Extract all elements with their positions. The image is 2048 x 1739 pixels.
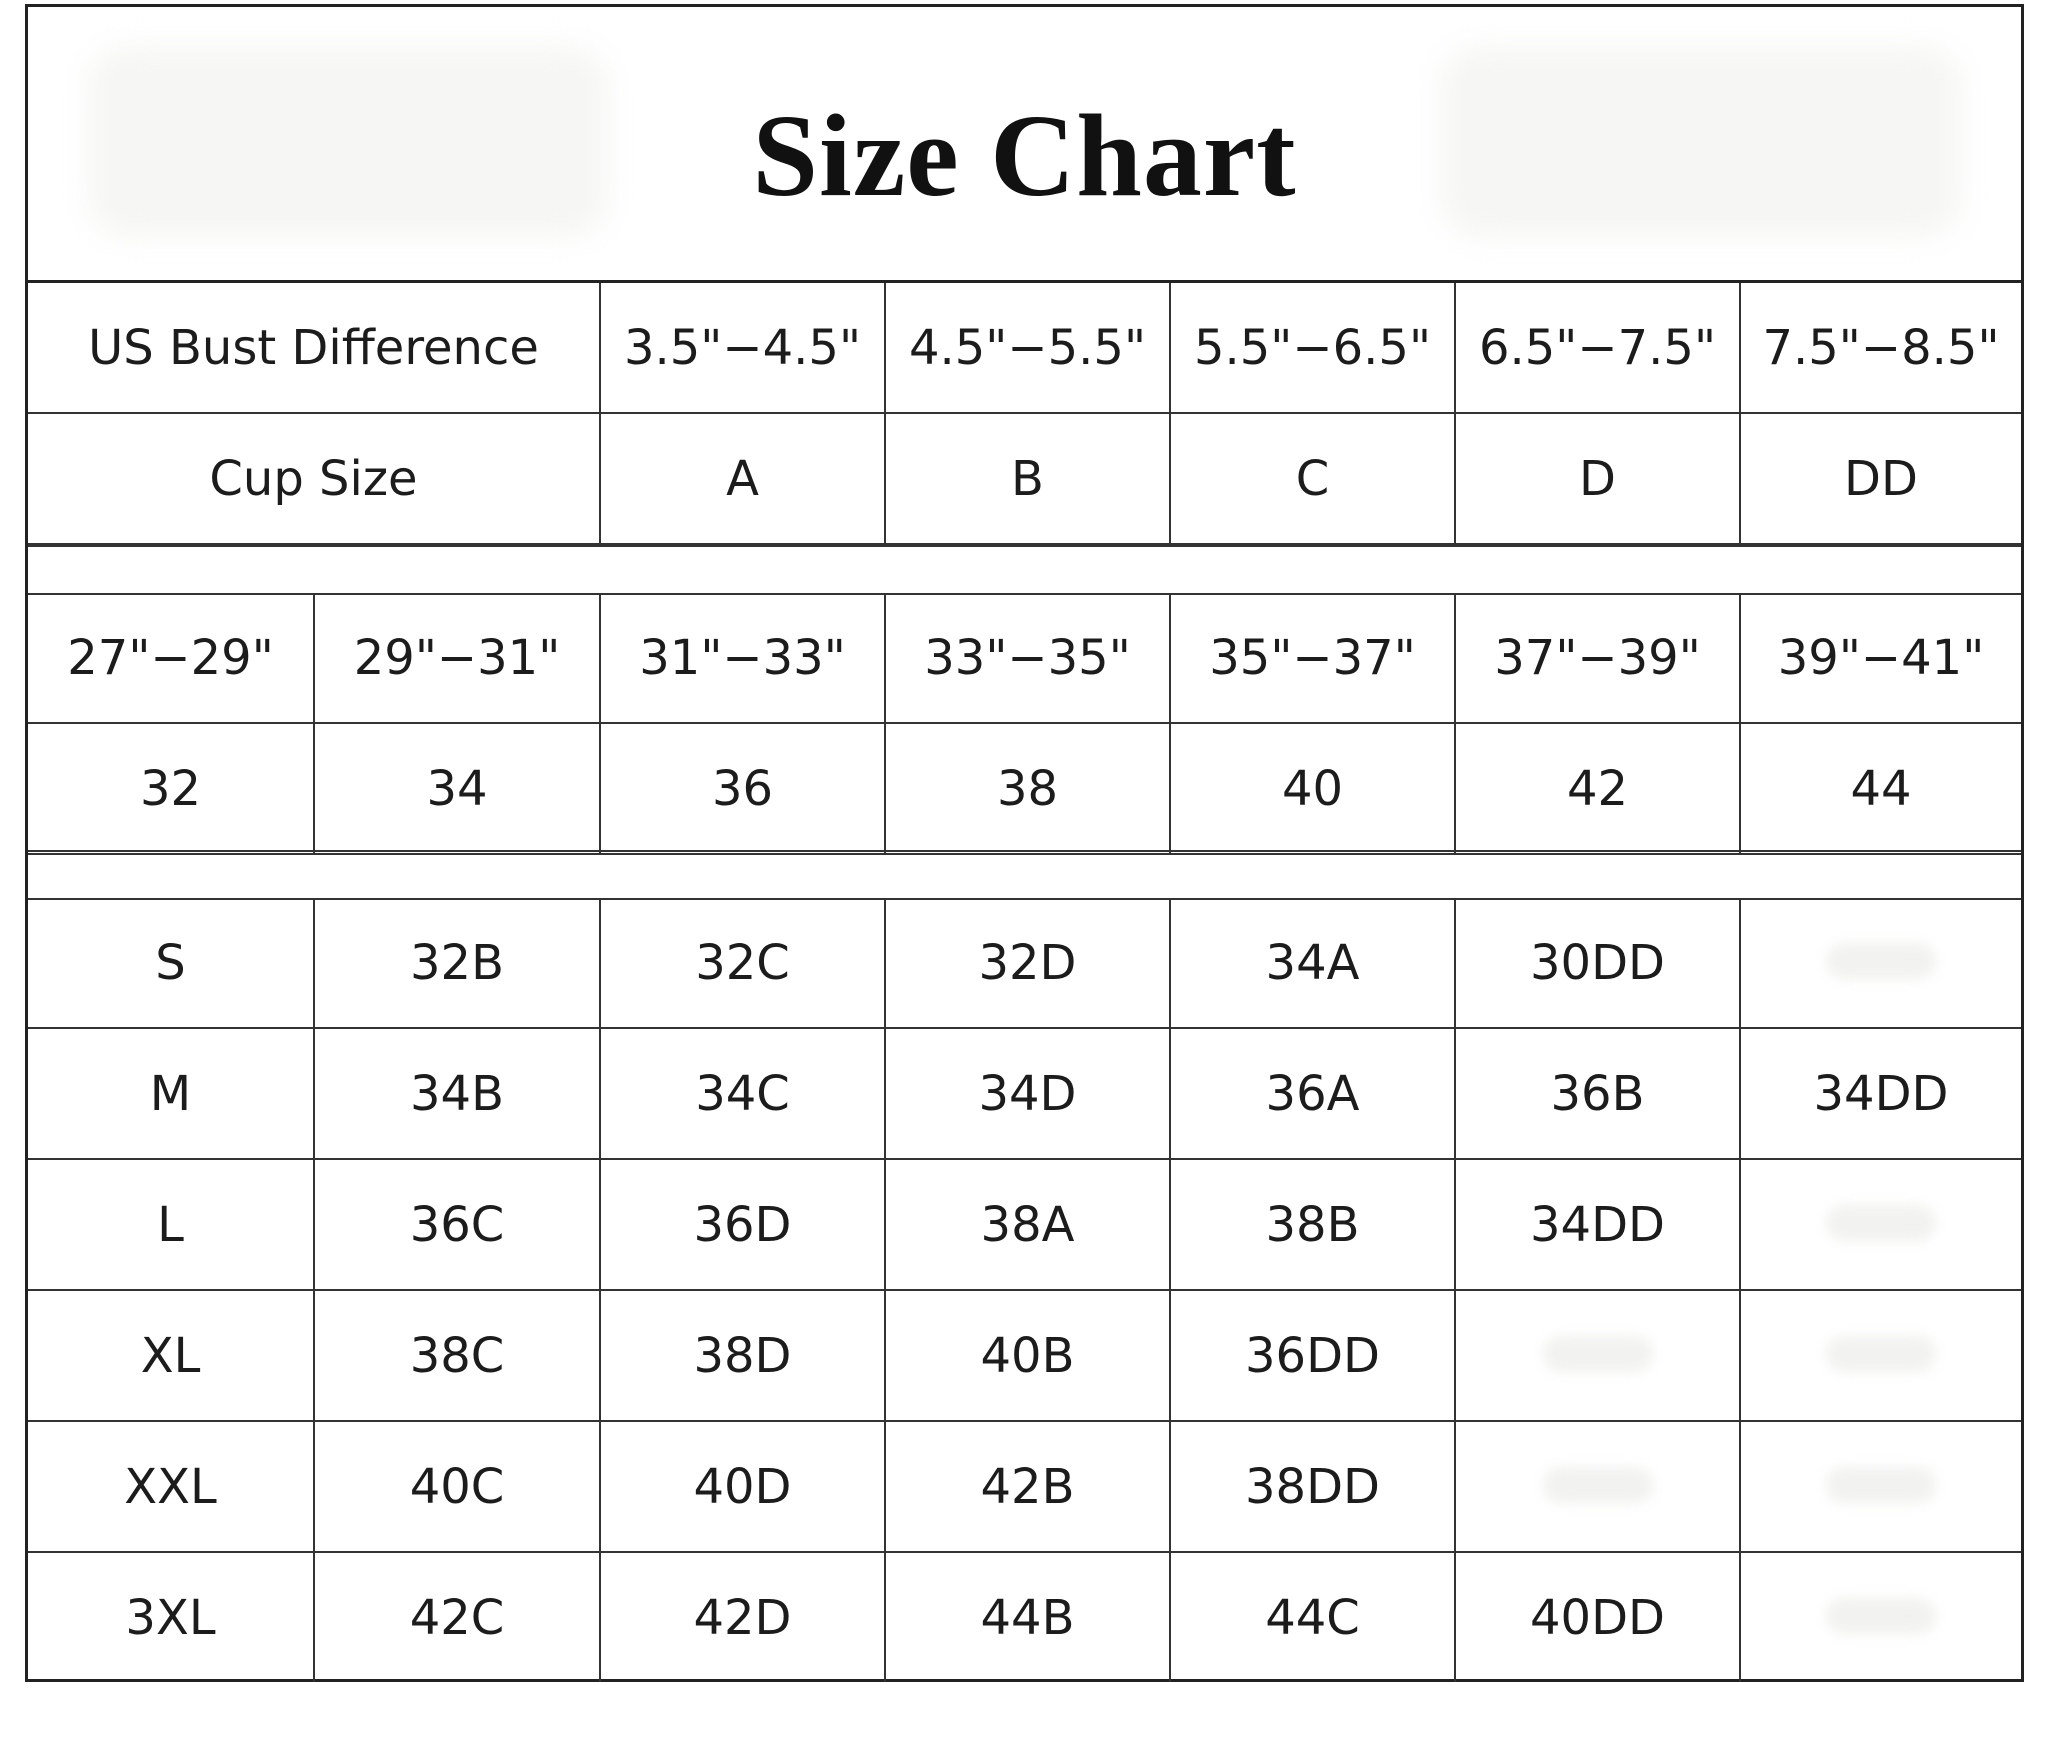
table-cell: 6.5"−7.5"	[1455, 283, 1740, 413]
table-row	[28, 898, 2021, 1028]
table-cell: 39"−41"	[1740, 593, 2021, 723]
table-cell: 34DD	[1455, 1159, 1740, 1290]
table-cell: 38A	[885, 1159, 1170, 1290]
table-cell-empty	[1455, 1421, 1740, 1552]
table-cell: A	[600, 413, 885, 544]
row-label: US Bust Difference	[28, 283, 600, 413]
row-label: Cup Size	[28, 413, 600, 544]
table-cell: 30DD	[1455, 898, 1740, 1028]
table-cell: 44	[1740, 723, 2021, 854]
table-cell: 34DD	[1740, 1028, 2021, 1159]
table-cell: 38D	[600, 1290, 885, 1421]
table-cell: D	[1455, 413, 1740, 544]
table-row	[28, 1552, 2021, 1682]
table-cell-empty	[1740, 1421, 2021, 1552]
table-cell: 29"−31"	[314, 593, 600, 723]
blurred-cell-content	[1543, 1467, 1653, 1503]
size-label: XXL	[28, 1421, 314, 1552]
table-cell-empty	[1455, 1290, 1740, 1421]
spacer-row	[28, 545, 2021, 595]
chart-title: Size Chart	[752, 89, 1297, 221]
table-cell: 40D	[600, 1421, 885, 1552]
table-cell-empty	[1740, 1159, 2021, 1290]
table-cell: 31"−33"	[600, 593, 885, 723]
table-cell: 34B	[314, 1028, 600, 1159]
table-cell: 34	[314, 723, 600, 854]
table-row	[28, 1290, 2021, 1421]
table-cell: 40C	[314, 1421, 600, 1552]
table-cell: 44C	[1170, 1552, 1455, 1682]
blurred-decoration-left	[88, 47, 608, 237]
table-cell: 7.5"−8.5"	[1740, 283, 2021, 413]
table-cell: 32D	[885, 898, 1170, 1028]
table-cell: 38	[885, 723, 1170, 854]
table-cell-empty	[1740, 1552, 2021, 1682]
table-cell: 40B	[885, 1290, 1170, 1421]
table-cell: 36DD	[1170, 1290, 1455, 1421]
table-cell: 32	[28, 723, 314, 854]
blurred-cell-content	[1826, 1467, 1936, 1503]
size-label: 3XL	[28, 1552, 314, 1682]
table-cell: 32B	[314, 898, 600, 1028]
table-cell: 36D	[600, 1159, 885, 1290]
blurred-cell-content	[1826, 943, 1936, 979]
size-label: M	[28, 1028, 314, 1159]
table-row	[28, 1028, 2021, 1159]
table-cell: 38C	[314, 1290, 600, 1421]
table-row	[28, 1159, 2021, 1290]
table-cell-empty	[1740, 1290, 2021, 1421]
table-row	[28, 413, 2021, 544]
cup-size-table	[28, 283, 2021, 545]
table-cell: 42C	[314, 1552, 600, 1682]
spacer-row	[28, 850, 2021, 900]
garment-size-table	[28, 898, 2021, 1682]
table-row	[28, 1421, 2021, 1552]
table-cell: 5.5"−6.5"	[1170, 283, 1455, 413]
size-label: XL	[28, 1290, 314, 1421]
blurred-decoration-right	[1441, 47, 1961, 237]
table-cell: 34D	[885, 1028, 1170, 1159]
blurred-cell-content	[1826, 1205, 1936, 1241]
size-label: L	[28, 1159, 314, 1290]
table-cell: 42B	[885, 1421, 1170, 1552]
table-cell: 36	[600, 723, 885, 854]
table-cell: 33"−35"	[885, 593, 1170, 723]
band-size-table	[28, 593, 2021, 855]
table-cell: 40DD	[1455, 1552, 1740, 1682]
table-cell: 37"−39"	[1455, 593, 1740, 723]
table-cell: 36C	[314, 1159, 600, 1290]
table-cell: 36A	[1170, 1028, 1455, 1159]
size-label: S	[28, 898, 314, 1028]
table-row	[28, 283, 2021, 413]
table-cell: DD	[1740, 413, 2021, 544]
table-row	[28, 593, 2021, 723]
table-row	[28, 723, 2021, 854]
table-cell: 34A	[1170, 898, 1455, 1028]
table-cell: 40	[1170, 723, 1455, 854]
table-cell: 4.5"−5.5"	[885, 283, 1170, 413]
table-cell: C	[1170, 413, 1455, 544]
table-cell: 32C	[600, 898, 885, 1028]
blurred-cell-content	[1826, 1598, 1936, 1634]
blurred-cell-content	[1543, 1336, 1653, 1372]
blurred-cell-content	[1826, 1336, 1936, 1372]
table-cell: 3.5"−4.5"	[600, 283, 885, 413]
table-cell-empty	[1740, 898, 2021, 1028]
table-cell: 38B	[1170, 1159, 1455, 1290]
table-cell: 27"−29"	[28, 593, 314, 723]
title-box	[28, 7, 2021, 283]
table-cell: 38DD	[1170, 1421, 1455, 1552]
table-cell: 42D	[600, 1552, 885, 1682]
table-cell: B	[885, 413, 1170, 544]
table-cell: 34C	[600, 1028, 885, 1159]
table-cell: 36B	[1455, 1028, 1740, 1159]
table-cell: 42	[1455, 723, 1740, 854]
table-cell: 35"−37"	[1170, 593, 1455, 723]
table-cell: 44B	[885, 1552, 1170, 1682]
size-chart	[25, 4, 2024, 1682]
